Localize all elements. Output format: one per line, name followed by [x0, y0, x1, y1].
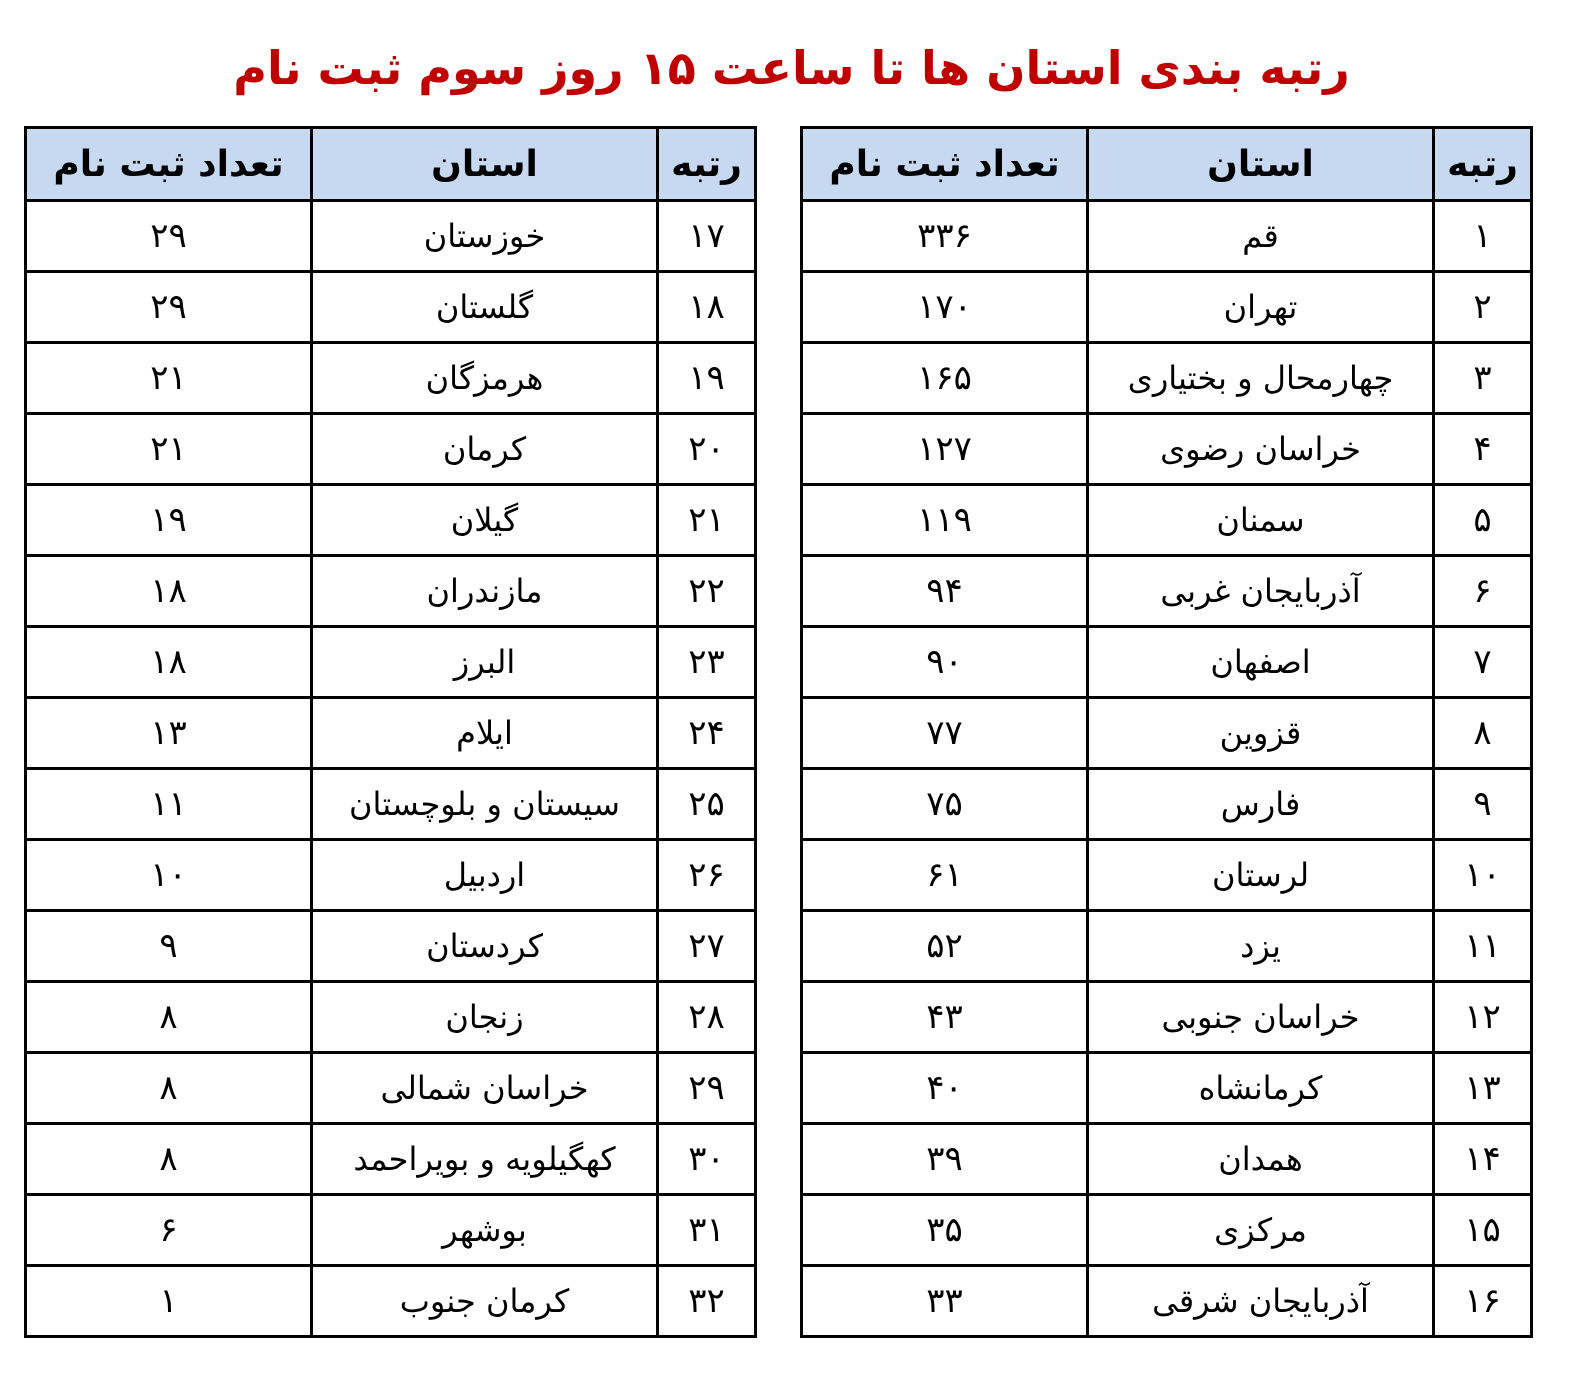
table-row	[26, 1053, 756, 1124]
table-body	[802, 201, 1532, 1337]
count-cell: ۳۳	[802, 1266, 1088, 1337]
table-row	[26, 556, 756, 627]
count-cell: ۷۵	[802, 769, 1088, 840]
count-cell: ۴۰	[802, 1053, 1088, 1124]
count-cell: ۹۴	[802, 556, 1088, 627]
count-cell: ۳۹	[802, 1124, 1088, 1195]
table-row	[26, 1266, 756, 1337]
rank-cell: ۱۴	[1434, 1124, 1532, 1195]
province-cell: چهارمحال و بختیاری	[1088, 343, 1434, 414]
province-cell: خوزستان	[312, 201, 658, 272]
rank-cell: ۲۹	[658, 1053, 756, 1124]
rank-cell: ۴	[1434, 414, 1532, 485]
rank-cell: ۲۰	[658, 414, 756, 485]
count-cell: ۲۹	[26, 201, 312, 272]
rank-cell: ۲۵	[658, 769, 756, 840]
province-cell: تهران	[1088, 272, 1434, 343]
rank-cell: ۱۰	[1434, 840, 1532, 911]
province-cell: مازندران	[312, 556, 658, 627]
table-row	[26, 627, 756, 698]
count-cell: ۱	[26, 1266, 312, 1337]
province-cell: گیلان	[312, 485, 658, 556]
province-cell: آذربایجان غربی	[1088, 556, 1434, 627]
table-row	[802, 1266, 1532, 1337]
count-cell: ۵۲	[802, 911, 1088, 982]
rank-cell: ۲۴	[658, 698, 756, 769]
province-cell: همدان	[1088, 1124, 1434, 1195]
rank-cell: ۸	[1434, 698, 1532, 769]
count-cell: ۲۹	[26, 272, 312, 343]
table-row	[802, 698, 1532, 769]
header-count: تعداد ثبت نام	[26, 128, 312, 201]
rank-cell: ۱۳	[1434, 1053, 1532, 1124]
table-row	[26, 698, 756, 769]
rank-cell: ۲۸	[658, 982, 756, 1053]
rank-cell: ۲۳	[658, 627, 756, 698]
count-cell: ۸	[26, 1124, 312, 1195]
count-cell: ۷۷	[802, 698, 1088, 769]
province-cell: آذربایجان شرقی	[1088, 1266, 1434, 1337]
count-cell: ۲۱	[26, 414, 312, 485]
rank-cell: ۱۸	[658, 272, 756, 343]
count-cell: ۱۸	[26, 627, 312, 698]
province-cell: کهگیلویه و بویراحمد	[312, 1124, 658, 1195]
table-row	[26, 414, 756, 485]
province-cell: سمنان	[1088, 485, 1434, 556]
table-row	[802, 911, 1532, 982]
table-row	[26, 1124, 756, 1195]
rank-cell: ۲۲	[658, 556, 756, 627]
rank-cell: ۲۶	[658, 840, 756, 911]
province-cell: بوشهر	[312, 1195, 658, 1266]
rank-cell: ۱۲	[1434, 982, 1532, 1053]
table-row	[802, 840, 1532, 911]
rank-cell: ۶	[1434, 556, 1532, 627]
province-cell: کردستان	[312, 911, 658, 982]
count-cell: ۱۶۵	[802, 343, 1088, 414]
province-cell: زنجان	[312, 982, 658, 1053]
count-cell: ۱۱۹	[802, 485, 1088, 556]
rank-cell: ۷	[1434, 627, 1532, 698]
rank-cell: ۲۱	[658, 485, 756, 556]
rank-cell: ۹	[1434, 769, 1532, 840]
count-cell: ۲۱	[26, 343, 312, 414]
table-row	[802, 1124, 1532, 1195]
table-row	[26, 769, 756, 840]
ranking-table-2	[24, 126, 757, 1338]
province-cell: کرمانشاه	[1088, 1053, 1434, 1124]
count-cell: ۱۰	[26, 840, 312, 911]
rank-cell: ۳۱	[658, 1195, 756, 1266]
count-cell: ۱۷۰	[802, 272, 1088, 343]
province-cell: خراسان جنوبی	[1088, 982, 1434, 1053]
table-body	[26, 201, 756, 1337]
rank-cell: ۱۱	[1434, 911, 1532, 982]
province-cell: مرکزی	[1088, 1195, 1434, 1266]
count-cell: ۸	[26, 1053, 312, 1124]
province-cell: فارس	[1088, 769, 1434, 840]
count-cell: ۱۸	[26, 556, 312, 627]
table-row	[26, 343, 756, 414]
rank-cell: ۲	[1434, 272, 1532, 343]
table-row	[802, 769, 1532, 840]
rank-cell: ۱	[1434, 201, 1532, 272]
table-row	[26, 1195, 756, 1266]
table-row	[802, 556, 1532, 627]
count-cell: ۱۹	[26, 485, 312, 556]
table-row	[26, 201, 756, 272]
table-row	[802, 272, 1532, 343]
rank-cell: ۳۰	[658, 1124, 756, 1195]
province-cell: اردبیل	[312, 840, 658, 911]
table-row	[26, 272, 756, 343]
count-cell: ۱۲۷	[802, 414, 1088, 485]
count-cell: ۶۱	[802, 840, 1088, 911]
table-header-row	[802, 128, 1532, 201]
count-cell: ۳۵	[802, 1195, 1088, 1266]
header-province: استان	[312, 128, 658, 201]
table-row	[802, 485, 1532, 556]
province-cell: اصفهان	[1088, 627, 1434, 698]
table-row	[802, 1053, 1532, 1124]
table-row	[802, 1195, 1532, 1266]
count-cell: ۹۰	[802, 627, 1088, 698]
table-row	[26, 485, 756, 556]
province-cell: سیستان و بلوچستان	[312, 769, 658, 840]
table-header-row	[26, 128, 756, 201]
header-rank: رتبه	[1434, 128, 1532, 201]
header-count: تعداد ثبت نام	[802, 128, 1088, 201]
count-cell: ۴۳	[802, 982, 1088, 1053]
province-cell: البرز	[312, 627, 658, 698]
province-cell: خراسان رضوی	[1088, 414, 1434, 485]
province-cell: قزوین	[1088, 698, 1434, 769]
count-cell: ۱۳	[26, 698, 312, 769]
rank-cell: ۳	[1434, 343, 1532, 414]
page-title: رتبه بندی استان ها تا ساعت ۱۵ روز سوم ثبت نام	[233, 41, 1350, 95]
province-cell: گلستان	[312, 272, 658, 343]
rank-cell: ۵	[1434, 485, 1532, 556]
table-row	[802, 414, 1532, 485]
province-cell: خراسان شمالی	[312, 1053, 658, 1124]
table-row	[802, 982, 1532, 1053]
count-cell: ۶	[26, 1195, 312, 1266]
rank-cell: ۱۷	[658, 201, 756, 272]
header-rank: رتبه	[658, 128, 756, 201]
table-row	[26, 840, 756, 911]
table-row	[802, 627, 1532, 698]
count-cell: ۳۳۶	[802, 201, 1088, 272]
count-cell: ۸	[26, 982, 312, 1053]
province-cell: قم	[1088, 201, 1434, 272]
header-province: استان	[1088, 128, 1434, 201]
count-cell: ۱۱	[26, 769, 312, 840]
table-row	[26, 911, 756, 982]
province-cell: ایلام	[312, 698, 658, 769]
province-cell: یزد	[1088, 911, 1434, 982]
rank-cell: ۱۶	[1434, 1266, 1532, 1337]
rank-cell: ۲۷	[658, 911, 756, 982]
province-cell: کرمان	[312, 414, 658, 485]
rank-cell: ۳۲	[658, 1266, 756, 1337]
table-row	[802, 201, 1532, 272]
province-cell: هرمزگان	[312, 343, 658, 414]
ranking-table-1	[800, 126, 1533, 1338]
table-row	[26, 982, 756, 1053]
province-cell: کرمان جنوب	[312, 1266, 658, 1337]
rank-cell: ۱۹	[658, 343, 756, 414]
count-cell: ۹	[26, 911, 312, 982]
table-row	[802, 343, 1532, 414]
rank-cell: ۱۵	[1434, 1195, 1532, 1266]
province-cell: لرستان	[1088, 840, 1434, 911]
